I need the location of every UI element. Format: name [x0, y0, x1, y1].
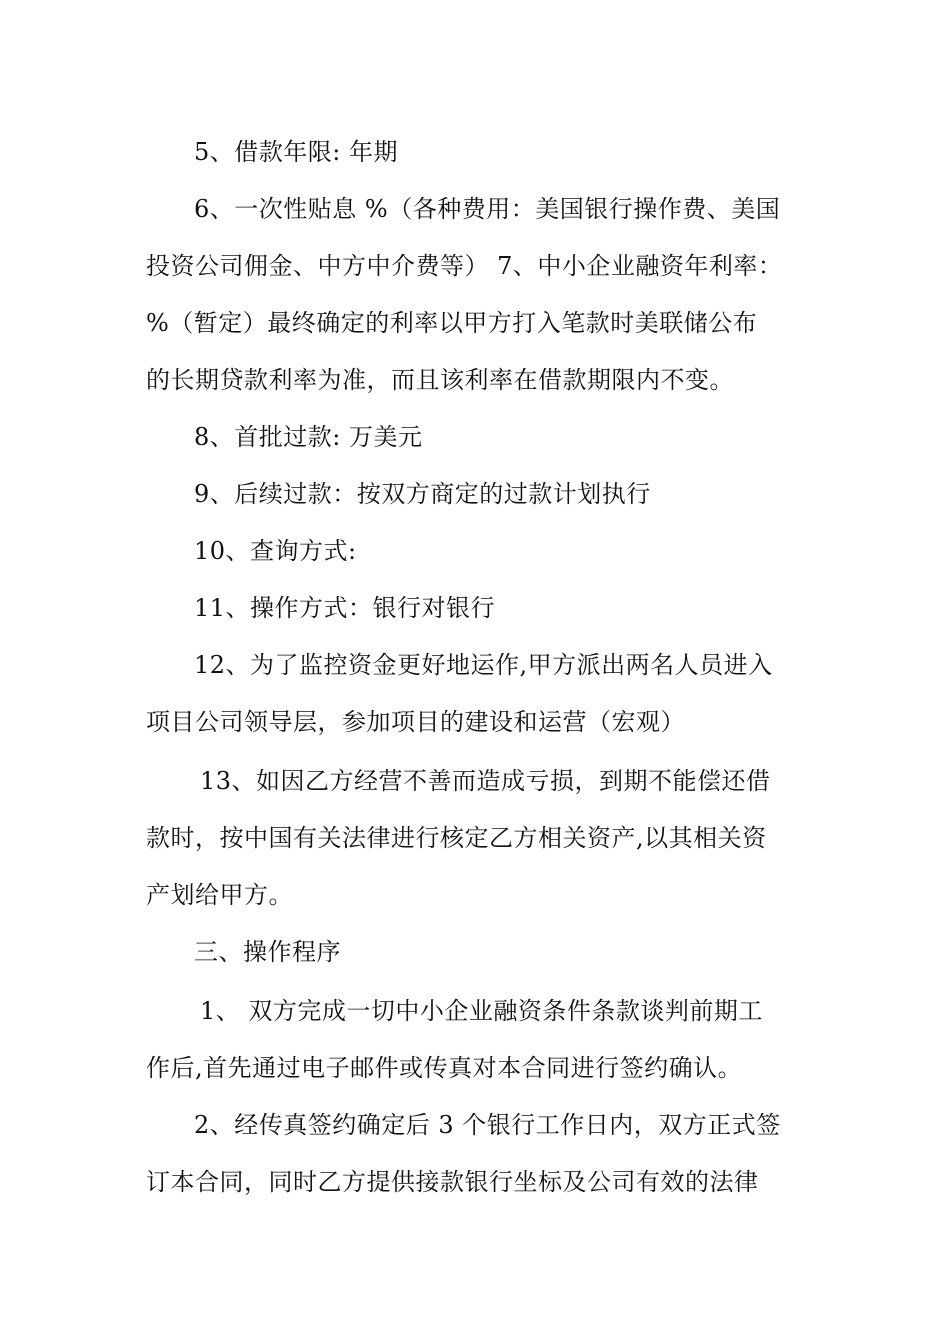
clause-8-first-payment: 8、首批过款: 万美元	[194, 423, 423, 451]
clause-10-inquiry-method: 10、查询方式:	[194, 537, 357, 565]
clause-6-one-time-interest: 6、一次性贴息 %（各种费用：美国银行操作费、美国	[194, 195, 781, 223]
clause-12-fund-monitoring: 12、为了监控资金更好地运作,甲方派出两名人员进入	[194, 651, 773, 679]
clause-7-interest-rate: %（暂定）最终确定的利率以甲方打入笔款时美联储公布	[146, 309, 758, 337]
section-3-heading: 三、操作程序	[194, 938, 341, 966]
clause-12-continued: 项目公司领导层，参加项目的建设和运营（宏观）	[146, 708, 685, 736]
procedure-1: 1、 双方完成一切中小企业融资条件条款谈判前期工	[200, 997, 763, 1025]
procedure-1-continued: 作后,首先通过电子邮件或传真对本合同进行签约确认。	[146, 1054, 743, 1082]
clause-9-follow-up-payment: 9、后续过款：按双方商定的过款计划执行	[194, 480, 651, 508]
procedure-2-continued: 订本合同，同时乙方提供接款银行坐标及公司有效的法律	[146, 1168, 759, 1196]
clause-6-continued: 投资公司佣金、中方中介费等） 7、中小企业融资年利率：	[146, 252, 783, 280]
clause-11-operation-method: 11、操作方式：银行对银行	[194, 594, 496, 622]
clause-5-loan-term: 5、借款年限: 年期	[194, 138, 398, 166]
clause-13-end: 产划给甲方。	[146, 881, 293, 909]
clause-13-continued: 款时，按中国有关法律进行核定乙方相关资产,以其相关资	[146, 824, 767, 852]
clause-7-continued: 的长期贷款利率为准，而且该利率在借款期限内不变。	[146, 366, 734, 394]
clause-13-loss-handling: 13、如因乙方经营不善而造成亏损，到期不能偿还借	[200, 767, 771, 795]
procedure-2: 2、经传真签约确定后 3 个银行工作日内，双方正式签	[194, 1111, 781, 1139]
